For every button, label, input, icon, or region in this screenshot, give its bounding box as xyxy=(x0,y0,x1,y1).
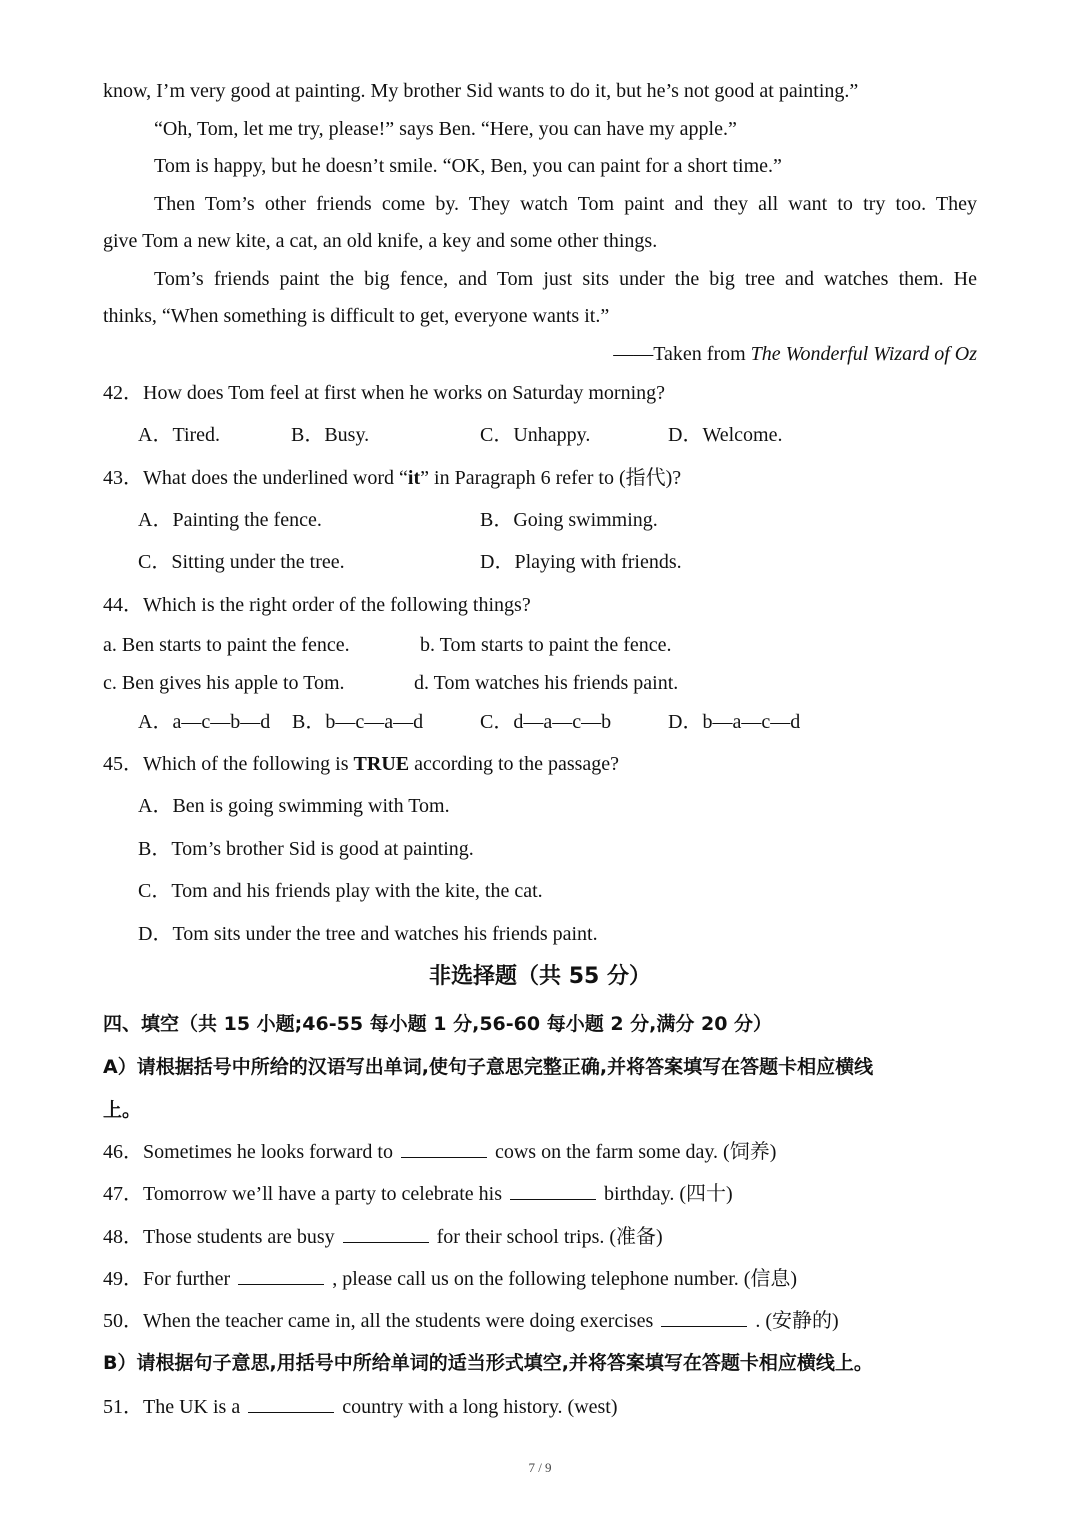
question-42-stem: 42．How does Tom feel at first when he works on Saturday morning? xyxy=(103,382,666,404)
q43-option-b[interactable]: B．Going swimming. xyxy=(480,509,658,531)
fill-question-47 xyxy=(103,1181,733,1207)
q47-post: birthday. (四十) xyxy=(604,1183,733,1205)
passage-line: “Oh, Tom, let me try, please!” says Ben. “Here, you can have my apple.” xyxy=(154,118,737,140)
q48-pre: 48．Those students are busy xyxy=(103,1226,335,1248)
question-45-stem xyxy=(103,751,619,777)
passage-line: Tom’s friends paint the big fence, and Tom just sits under the big tree and watches them. He xyxy=(154,268,977,290)
part-a-instruction-cont: 上。 xyxy=(103,1099,142,1121)
q43-stem-pre: 43．What does the underlined word “ xyxy=(103,467,408,489)
q43-option-c[interactable]: C．Sitting under the tree. xyxy=(138,551,345,573)
passage-line: know, I’m very good at painting. My brother Sid wants to do it, but he’s not good at painting.” xyxy=(103,80,859,102)
q44-item-a: a. Ben starts to paint the fence. xyxy=(103,634,350,656)
passage-line: give Tom a new kite, a cat, an old knife, a key and some other things. xyxy=(103,230,658,252)
q48-answer-blank[interactable] xyxy=(343,1224,429,1243)
passage-line: Tom is happy, but he doesn’t smile. “OK, Ben, you can paint for a short time.” xyxy=(154,155,782,177)
q46-post: cows on the farm some day. (饲养) xyxy=(494,1141,777,1163)
q45-stem-pre: 45．Which of the following is xyxy=(103,753,354,775)
q42-option-b[interactable]: B．Busy. xyxy=(291,424,370,446)
passage-source xyxy=(613,341,977,367)
q49-pre: 49．For further xyxy=(103,1268,231,1290)
q44-option-c[interactable]: C．d—a—c—b xyxy=(480,711,612,733)
q44-option-d[interactable]: D．b—a—c—d xyxy=(668,711,801,733)
q44-option-a[interactable]: A．a—c—b—d xyxy=(138,711,271,733)
q51-pre: 51．The UK is a xyxy=(103,1396,241,1418)
q45-option-c[interactable]: C．Tom and his friends play with the kite, the cat. xyxy=(138,880,543,902)
question-43-stem xyxy=(103,465,681,491)
q45-option-b[interactable]: B．Tom’s brother Sid is good at painting. xyxy=(138,838,474,860)
fill-question-46 xyxy=(103,1139,776,1165)
q42-option-c[interactable]: C．Unhappy. xyxy=(480,424,591,446)
q43-option-d[interactable]: D．Playing with friends. xyxy=(480,551,682,573)
q44-item-c: c. Ben gives his apple to Tom. xyxy=(103,672,345,694)
q44-option-b[interactable]: B．b—c—a—d xyxy=(292,711,424,733)
q50-answer-blank[interactable] xyxy=(661,1308,747,1327)
q47-answer-blank[interactable] xyxy=(510,1181,596,1200)
q45-option-d[interactable]: D．Tom sits under the tree and watches his friends paint. xyxy=(138,923,598,945)
q51-post: country with a long history. (west) xyxy=(342,1396,618,1418)
fill-question-49 xyxy=(103,1266,797,1292)
q45-option-a[interactable]: A．Ben is going swimming with Tom. xyxy=(138,795,450,817)
q44-item-d: d. Tom watches his friends paint. xyxy=(414,672,679,694)
page-number: 7 / 9 xyxy=(528,1460,552,1475)
passage-line: thinks, “When something is difficult to get, everyone wants it.” xyxy=(103,305,610,327)
q42-option-d[interactable]: D．Welcome. xyxy=(668,424,783,446)
q45-stem-word: TRUE xyxy=(353,753,410,775)
q51-answer-blank[interactable] xyxy=(248,1394,334,1413)
q45-stem-post: according to the passage? xyxy=(409,753,620,775)
q44-item-b: b. Tom starts to paint the fence. xyxy=(420,634,672,656)
q49-post: , please call us on the following telephone number. (信息) xyxy=(332,1268,798,1290)
source-prefix: ——Taken from xyxy=(613,343,751,365)
q48-post: for their school trips. (准备) xyxy=(436,1226,663,1248)
passage-line: Then Tom’s other friends come by. They watch Tom paint and they all want to try too. They xyxy=(154,193,977,215)
q43-option-a[interactable]: A．Painting the fence. xyxy=(138,509,322,531)
fill-question-48 xyxy=(103,1224,663,1250)
q43-stem-word: it xyxy=(407,467,421,489)
q46-pre: 46．Sometimes he looks forward to xyxy=(103,1141,393,1163)
part-4-heading: 四、填空（共 15 小题;46-55 每小题 1 分,56-60 每小题 2 分,满分 20 分） xyxy=(103,1013,773,1035)
q50-post: . (安静的) xyxy=(755,1310,839,1332)
q47-pre: 47．Tomorrow we’ll have a party to celebrate his xyxy=(103,1183,503,1205)
q42-option-a[interactable]: A．Tired. xyxy=(138,424,221,446)
q50-pre: 50．When the teacher came in, all the students were doing exercises xyxy=(103,1310,654,1332)
question-44-stem: 44．Which is the right order of the following things? xyxy=(103,594,531,616)
section-title: 非选择题（共 55 分） xyxy=(429,964,651,989)
part-a-instruction: A）请根据括号中所给的汉语写出单词,使句子意思完整正确,并将答案填写在答题卡相应横线 xyxy=(103,1056,874,1078)
q49-answer-blank[interactable] xyxy=(238,1266,324,1285)
fill-question-50 xyxy=(103,1308,839,1334)
source-title: The Wonderful Wizard of Oz xyxy=(750,343,977,365)
q43-stem-post: ” in Paragraph 6 refer to (指代)? xyxy=(420,467,682,489)
part-b-instruction: B）请根据句子意思,用括号中所给单词的适当形式填空,并将答案填写在答题卡相应横线上。 xyxy=(103,1352,873,1374)
q46-answer-blank[interactable] xyxy=(401,1139,487,1158)
fill-question-51 xyxy=(103,1394,618,1420)
